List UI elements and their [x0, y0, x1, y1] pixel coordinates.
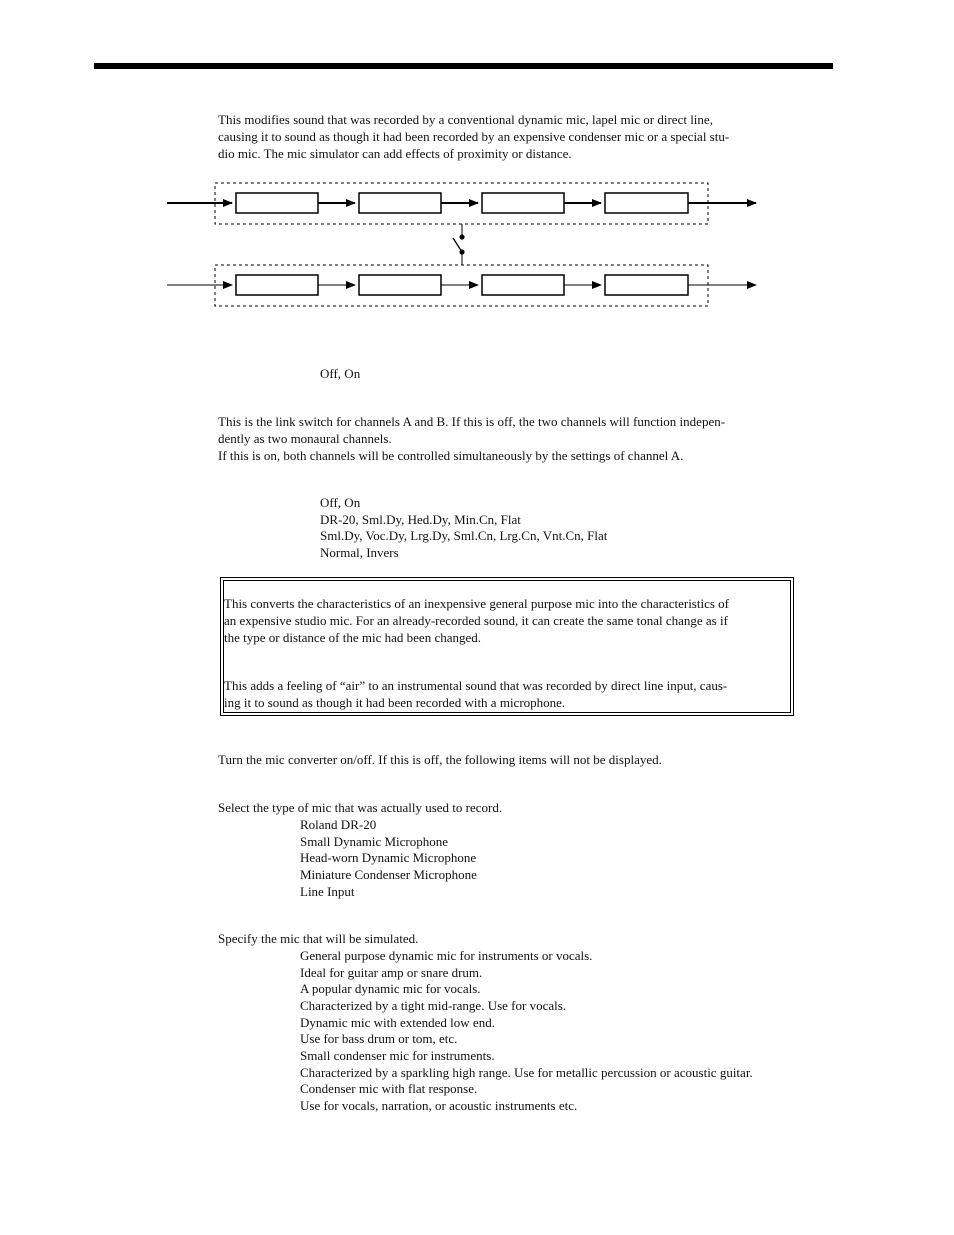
- signal-flow-diagram: [160, 176, 780, 316]
- note-p1-line-2: an expensive studio mic. For an already-recorded sound, it can create the same tonal change as if: [224, 613, 728, 628]
- output-mic-item: Dynamic mic with extended low end.: [300, 1015, 495, 1030]
- value-list-item: Off, On: [320, 495, 361, 510]
- link-desc-line-3: If this is on, both channels will be controlled simultaneously by the settings of channel A.: [218, 448, 684, 463]
- output-mic-item: Condenser mic with flat response.: [300, 1081, 478, 1096]
- note-paragraph-1: [224, 595, 792, 646]
- link-switch-symbol: [453, 224, 465, 265]
- output-mic-item: Use for bass drum or tom, etc.: [300, 1031, 458, 1046]
- output-mic-item: Characterized by a sparkling high range. Use for metallic percussion or acoustic guitar.: [300, 1065, 753, 1080]
- channel-b-chain: [167, 265, 756, 306]
- mic-converter-description: Turn the mic converter on/off. If this is off, the following items will not be displayed.: [218, 752, 662, 767]
- intro-line-3: dio mic. The mic simulator can add effects of proximity or distance.: [218, 146, 572, 161]
- input-mic-item: Roland DR-20: [300, 817, 377, 832]
- input-mic-item: Miniature Condenser Microphone: [300, 867, 477, 882]
- page-header-rule: [94, 63, 833, 69]
- output-mic-item: A popular dynamic mic for vocals.: [300, 981, 481, 996]
- channel-a-block-4: [605, 193, 688, 213]
- output-mic-item: General purpose dynamic mic for instruments or vocals.: [300, 948, 593, 963]
- output-mic-item: Small condenser mic for instruments.: [300, 1048, 495, 1063]
- output-mic-item: Characterized by a tight mid-range. Use for vocals.: [300, 998, 567, 1013]
- value-list-item: DR-20, Sml.Dy, Hed.Dy, Min.Cn, Flat: [320, 512, 521, 527]
- intro-paragraph: [218, 111, 790, 162]
- channel-a-block-2: [359, 193, 441, 213]
- input-mic-item: Small Dynamic Microphone: [300, 834, 449, 849]
- value-list-item: Sml.Dy, Voc.Dy, Lrg.Dy, Sml.Cn, Lrg.Cn, Vnt.Cn, Flat: [320, 528, 608, 543]
- note-box: [220, 577, 794, 716]
- channel-b-block-4: [605, 275, 688, 295]
- link-desc-line-1: This is the link switch for channels A and B. If this is off, the two channels will function indepen-: [218, 414, 726, 429]
- input-select-description: Select the type of mic that was actually used to record.: [218, 800, 503, 815]
- channel-b-block-1: [236, 275, 318, 295]
- link-desc-line-2: dently as two monaural channels.: [218, 431, 392, 446]
- input-mic-item: Head-worn Dynamic Microphone: [300, 850, 477, 865]
- note-p2-line-1: This adds a feeling of “air” to an instrumental sound that was recorded by direct line input, caus-: [224, 678, 728, 693]
- note-p1-line-3: the type or distance of the mic had been changed.: [224, 630, 482, 645]
- value-list-item: Normal, Invers: [320, 545, 399, 560]
- intro-line-1: This modifies sound that was recorded by a conventional dynamic mic, lapel mic or direct line,: [218, 112, 713, 127]
- note-paragraph-2: [224, 677, 792, 711]
- channel-a-chain: [167, 183, 756, 224]
- output-select-description: Specify the mic that will be simulated.: [218, 931, 419, 946]
- channel-b-block-2: [359, 275, 441, 295]
- channel-b-block-3: [482, 275, 564, 295]
- note-p1-line-1: This converts the characteristics of an inexpensive general purpose mic into the characteristics of: [224, 596, 730, 611]
- output-mic-item: Ideal for guitar amp or snare drum.: [300, 965, 483, 980]
- link-values: Off, On: [320, 366, 361, 381]
- note-p2-line-2: ing it to sound as though it had been recorded with a microphone.: [224, 695, 566, 710]
- channel-a-block-1: [236, 193, 318, 213]
- channel-a-block-3: [482, 193, 564, 213]
- intro-line-2: causing it to sound as though it had been recorded by an expensive condenser mic or a special stu-: [218, 129, 730, 144]
- link-description: [218, 413, 790, 464]
- output-mic-item: Use for vocals, narration, or acoustic instruments etc.: [300, 1098, 578, 1113]
- input-mic-item: Line Input: [300, 884, 355, 899]
